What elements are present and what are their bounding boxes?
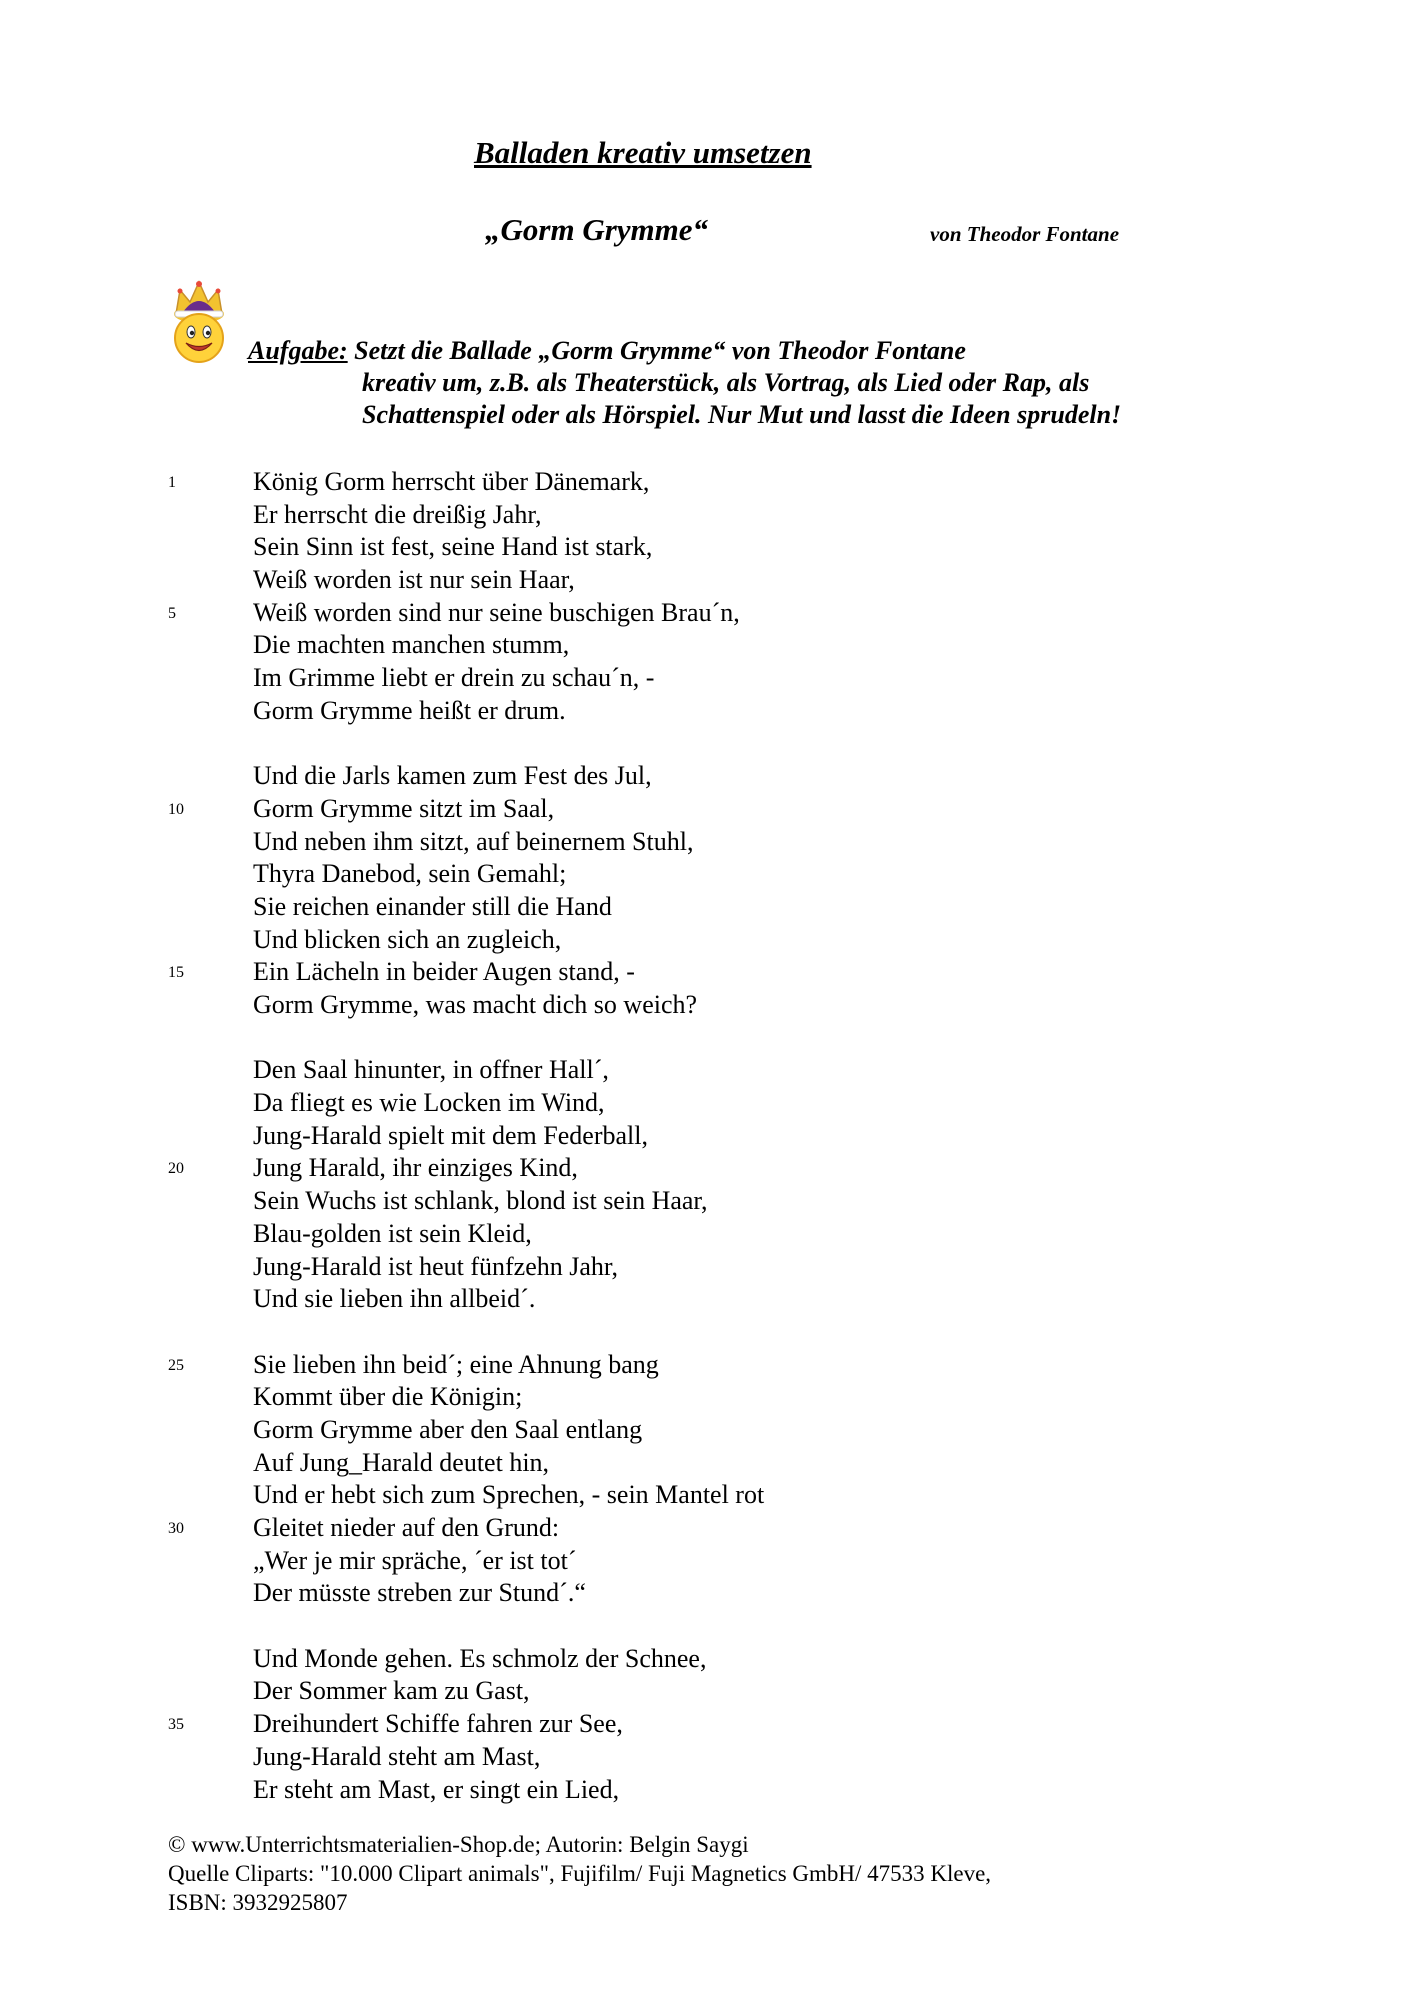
poem-line (0, 956, 1414, 989)
document-title: Balladen kreativ umsetzen (474, 135, 812, 170)
poem-line (0, 858, 1414, 891)
poem-line-text: Der Sommer kam zu Gast, (253, 1676, 530, 1706)
isbn-line: ISBN: 3932925807 (168, 1890, 348, 1915)
poem-line (0, 989, 1414, 1022)
poem-line-text: Gorm Grymme sitzt im Saal, (253, 793, 555, 823)
poem-line-text: Der müsste streben zur Stund´.“ (253, 1578, 586, 1608)
poem-line (0, 1577, 1414, 1610)
poem-line (0, 1381, 1414, 1414)
poem-line-text: Ein Lächeln in beider Augen stand, - (253, 957, 635, 987)
poem-line-text: Gleitet nieder auf den Grund: (253, 1513, 560, 1542)
poem-line-text: Er herrscht die dreißig Jahr, (253, 499, 542, 529)
poem-line (0, 1708, 1414, 1741)
poem-line (0, 793, 1414, 826)
poem-line (0, 1120, 1414, 1153)
task-line-1: Setzt die Ballade „Gorm Grymme“ von Theodor Fontane (347, 336, 966, 365)
task-instruction (248, 335, 1121, 431)
task-line-2: kreativ um, z.B. als Theaterstück, als Vortrag, als Lied oder Rap, als (362, 368, 1090, 397)
ballad-author: von Theodor Fontane (930, 222, 1120, 246)
poem-line (0, 499, 1414, 532)
poem-line-text: Den Saal hinunter, in offner Hall´, (253, 1055, 609, 1085)
poem-line (0, 629, 1414, 662)
line-number: 30 (168, 1520, 184, 1537)
poem-line (0, 1152, 1414, 1185)
line-number: 5 (168, 604, 176, 622)
footer (168, 1830, 991, 1917)
line-number: 10 (168, 800, 184, 818)
line-number: 25 (168, 1356, 184, 1374)
poem-line (0, 531, 1414, 564)
poem-line (0, 1349, 1414, 1382)
poem-line (0, 728, 1414, 761)
poem-line-text: Sie reichen einander still die Hand (253, 891, 612, 921)
poem-line-text: König Gorm herrscht über Dänemark, (253, 467, 650, 496)
poem-line (0, 1316, 1414, 1349)
poem-line (0, 1251, 1414, 1284)
poem-line (0, 826, 1414, 859)
poem-line (0, 1512, 1414, 1545)
poem-line-text: Im Grimme liebt er drein zu schau´n, - (253, 663, 655, 693)
poem-line (0, 1054, 1414, 1087)
task-label: Aufgabe: (248, 336, 348, 365)
poem-line (0, 1414, 1414, 1447)
task-line-3: Schattenspiel oder als Hörspiel. Nur Mut und lasst die Ideen sprudeln! (362, 400, 1122, 429)
poem-line (0, 695, 1414, 728)
poem-line-text: Auf Jung_Harald deutet hin, (253, 1447, 550, 1477)
poem-line-text: Da fliegt es wie Locken im Wind, (253, 1088, 605, 1118)
poem-line (0, 1283, 1414, 1316)
poem-line-text: Und Monde gehen. Es schmolz der Schnee, (253, 1643, 707, 1673)
poem-line-text: Sein Wuchs ist schlank, blond ist sein Haar, (253, 1186, 708, 1216)
poem-line (0, 1774, 1414, 1807)
line-number: 15 (168, 964, 184, 982)
poem-line (0, 662, 1414, 695)
poem-line (0, 760, 1414, 793)
poem-line-text: Dreihundert Schiffe fahren zur See, (253, 1709, 623, 1739)
poem-line-text: Und neben ihm sitzt, auf beinernem Stuhl, (253, 826, 694, 856)
line-number: 1 (168, 474, 176, 491)
poem-line (0, 1675, 1414, 1708)
clipart-source-line: Quelle Cliparts: "10.000 Clipart animals", Fujifilm/ Fuji Magnetics GmbH/ 47533 Kleve, (168, 1861, 992, 1886)
poem-line (0, 466, 1414, 499)
line-number: 20 (168, 1160, 184, 1178)
poem-line-text: Thyra Danebod, sein Gemahl; (253, 859, 567, 889)
poem-line-text: Gorm Grymme, was macht dich so weich? (253, 990, 698, 1019)
poem-line (0, 924, 1414, 957)
poem-line-text: Und blicken sich an zugleich, (253, 924, 562, 954)
copyright-line: © www.Unterrichtsmaterialien-Shop.de; Autorin: Belgin Saygi (168, 1832, 749, 1857)
poem-line-text: Und die Jarls kamen zum Fest des Jul, (253, 761, 652, 791)
poem-line (0, 891, 1414, 924)
poem-line-text: Jung-Harald steht am Mast, (253, 1741, 541, 1771)
poem-line-text: Blau-golden ist sein Kleid, (253, 1218, 532, 1248)
poem-line-text: Gorm Grymme aber den Saal entlang (253, 1414, 643, 1444)
king-smiley-icon (166, 276, 232, 366)
poem-line-text: Und sie lieben ihn allbeid´. (253, 1284, 536, 1314)
poem-line-text: Jung-Harald ist heut fünfzehn Jahr, (253, 1251, 619, 1281)
poem-line (0, 1022, 1414, 1055)
line-number: 35 (168, 1716, 184, 1734)
poem-line-text: Jung Harald, ihr einziges Kind, (253, 1153, 578, 1183)
poem-line-text: Kommt über die Königin; (253, 1382, 523, 1412)
poem-line (0, 1479, 1414, 1512)
poem-line (0, 1610, 1414, 1643)
poem-line (0, 1185, 1414, 1218)
poem-line-text: Sie lieben ihn beid´; eine Ahnung bang (253, 1349, 659, 1379)
poem-line (0, 1741, 1414, 1774)
poem-line-text: Die machten manchen stumm, (253, 630, 570, 660)
poem-line-text: Er steht am Mast, er singt ein Lied, (253, 1774, 620, 1804)
poem-text (0, 466, 1414, 1806)
poem-line-text: Weiß worden ist nur sein Haar, (253, 565, 575, 595)
poem-line (0, 1218, 1414, 1251)
poem-line-text: Gorm Grymme heißt er drum. (253, 695, 566, 725)
poem-line (0, 1087, 1414, 1120)
poem-line (0, 564, 1414, 597)
poem-line-text: Jung-Harald spielt mit dem Federball, (253, 1120, 648, 1150)
poem-line (0, 1545, 1414, 1578)
poem-line-text: Weiß worden sind nur seine buschigen Brau´n, (253, 597, 740, 627)
poem-line (0, 597, 1414, 630)
poem-line (0, 1447, 1414, 1480)
poem-line-text: Sein Sinn ist fest, seine Hand ist stark, (253, 532, 653, 562)
poem-line (0, 1643, 1414, 1676)
poem-line-text: Und er hebt sich zum Sprechen, - sein Mantel rot (253, 1480, 765, 1510)
ballad-title: „Gorm Grymme“ (485, 212, 709, 247)
poem-line-text: „Wer je mir spräche, ´er ist tot´ (253, 1545, 577, 1575)
